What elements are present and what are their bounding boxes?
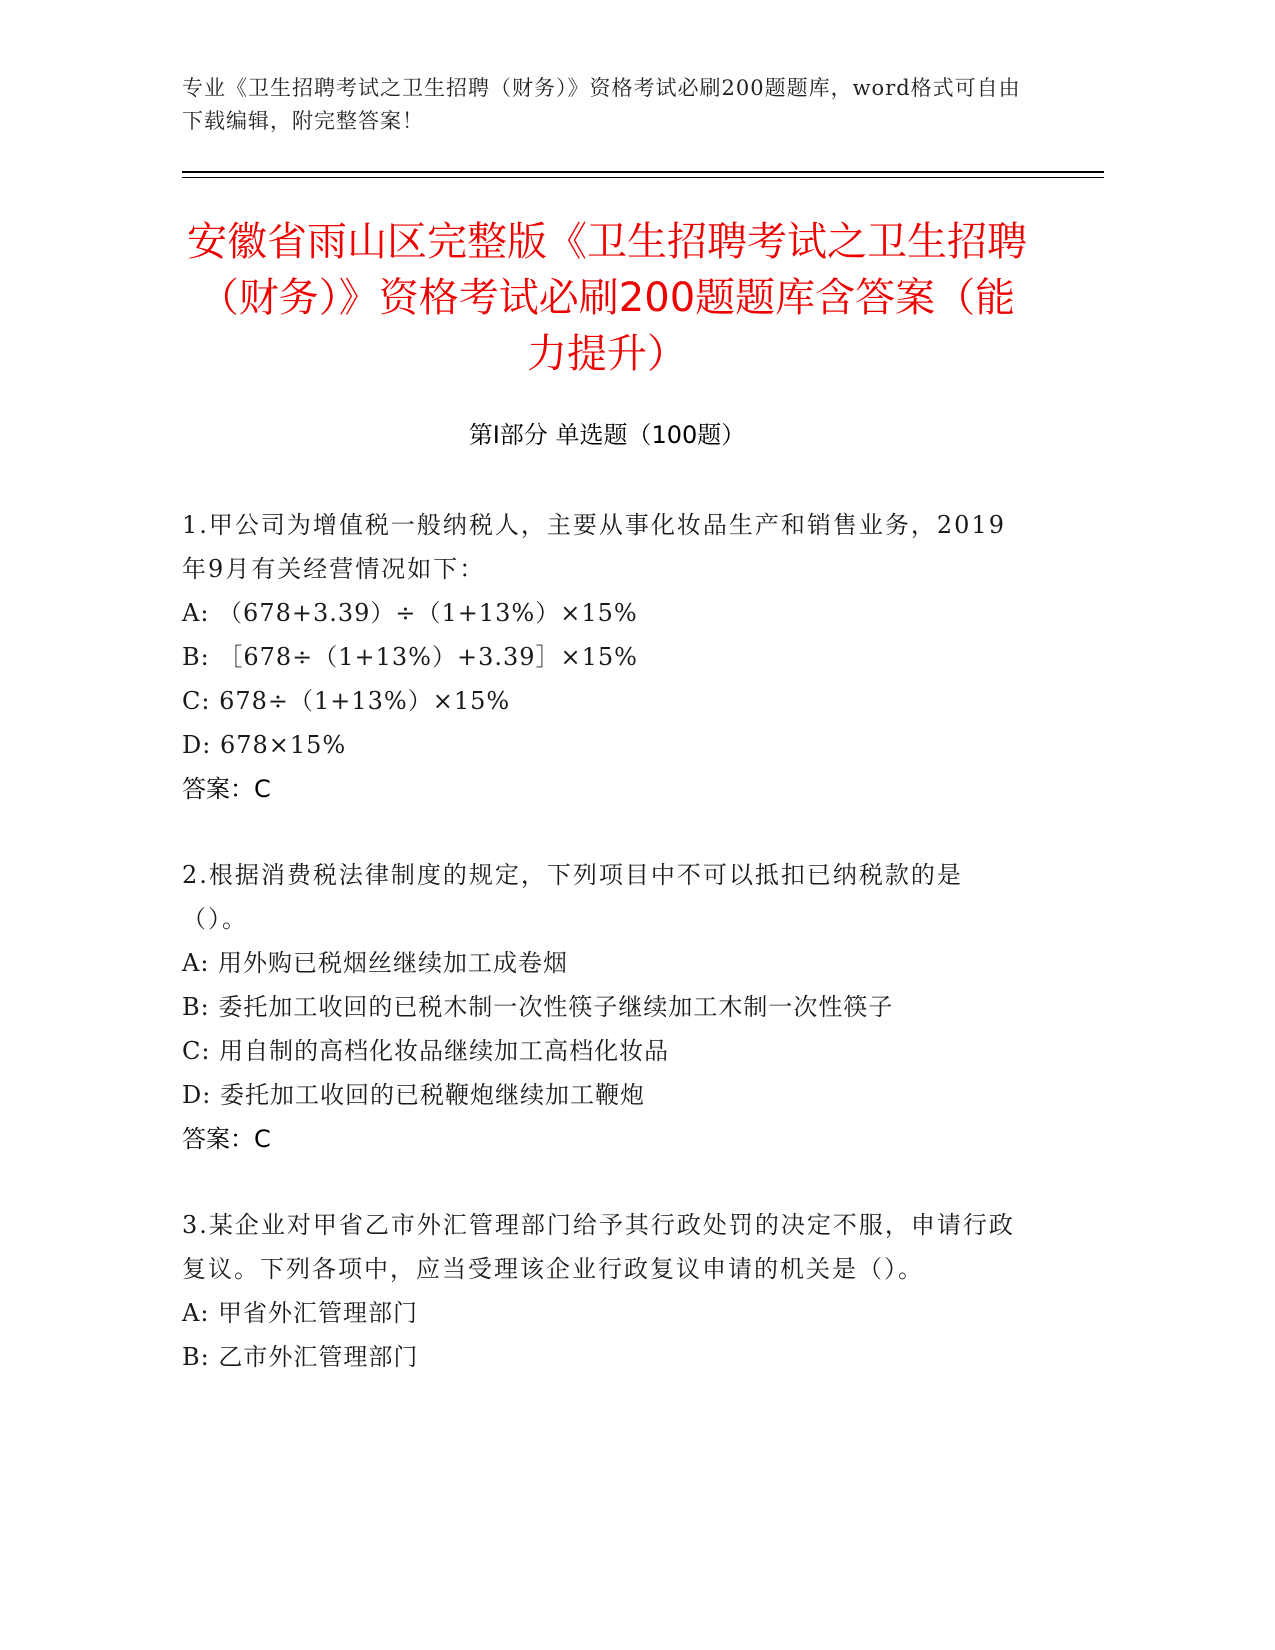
option-a: A: 甲省外汇管理部门 xyxy=(182,1299,419,1327)
option-b: B: 乙市外汇管理部门 xyxy=(182,1343,419,1371)
question-stem: 2.根据消费税法律制度的规定，下列项目中不可以抵扣已纳税款的是（）。 xyxy=(182,861,963,933)
option-b: B: 委托加工收回的已税木制一次性筷子继续加工木制一次性筷子 xyxy=(182,993,894,1021)
option-c: C: 678÷（1+13%）×15% xyxy=(182,687,511,715)
header-rule-thin xyxy=(182,177,1104,178)
option-d: D: 委托加工收回的已税鞭炮继续加工鞭炮 xyxy=(182,1081,645,1109)
option-a: A: 用外购已税烟丝继续加工成卷烟 xyxy=(182,949,569,977)
answer: 答案：C xyxy=(182,775,271,803)
header-rule-thick xyxy=(182,171,1104,173)
question-3 xyxy=(182,1203,1022,1379)
question-stem: 1.甲公司为增值税一般纳税人，主要从事化妆品生产和销售业务，2019年9月有关经营情况如下： xyxy=(182,511,1006,583)
question-list xyxy=(182,503,1022,1421)
question-stem: 3.某企业对甲省乙市外汇管理部门给予其行政处罚的决定不服，申请行政复议。下列各项中，应当受理该企业行政复议申请的机关是（）。 xyxy=(182,1211,1015,1283)
question-1 xyxy=(182,503,1022,811)
option-a: A: （678+3.39）÷（1+13%）×15% xyxy=(182,599,638,627)
section-title: 第I部分 单选题（100题） xyxy=(468,421,746,449)
header-note: 专业《卫生招聘考试之卫生招聘（财务）》资格考试必刷200题题库，word格式可自由下载编辑，附完整答案！ xyxy=(182,76,1021,133)
option-c: C: 用自制的高档化妆品继续加工高档化妆品 xyxy=(182,1037,670,1065)
question-2 xyxy=(182,853,1022,1161)
answer: 答案：C xyxy=(182,1125,271,1153)
option-b: B: ［678÷（1+13%）+3.39］×15% xyxy=(182,643,638,671)
document-title: 安徽省雨山区完整版《卫生招聘考试之卫生招聘（财务）》资格考试必刷200题题库含答案（能力提升） xyxy=(187,219,1027,377)
option-d: D: 678×15% xyxy=(182,731,347,759)
